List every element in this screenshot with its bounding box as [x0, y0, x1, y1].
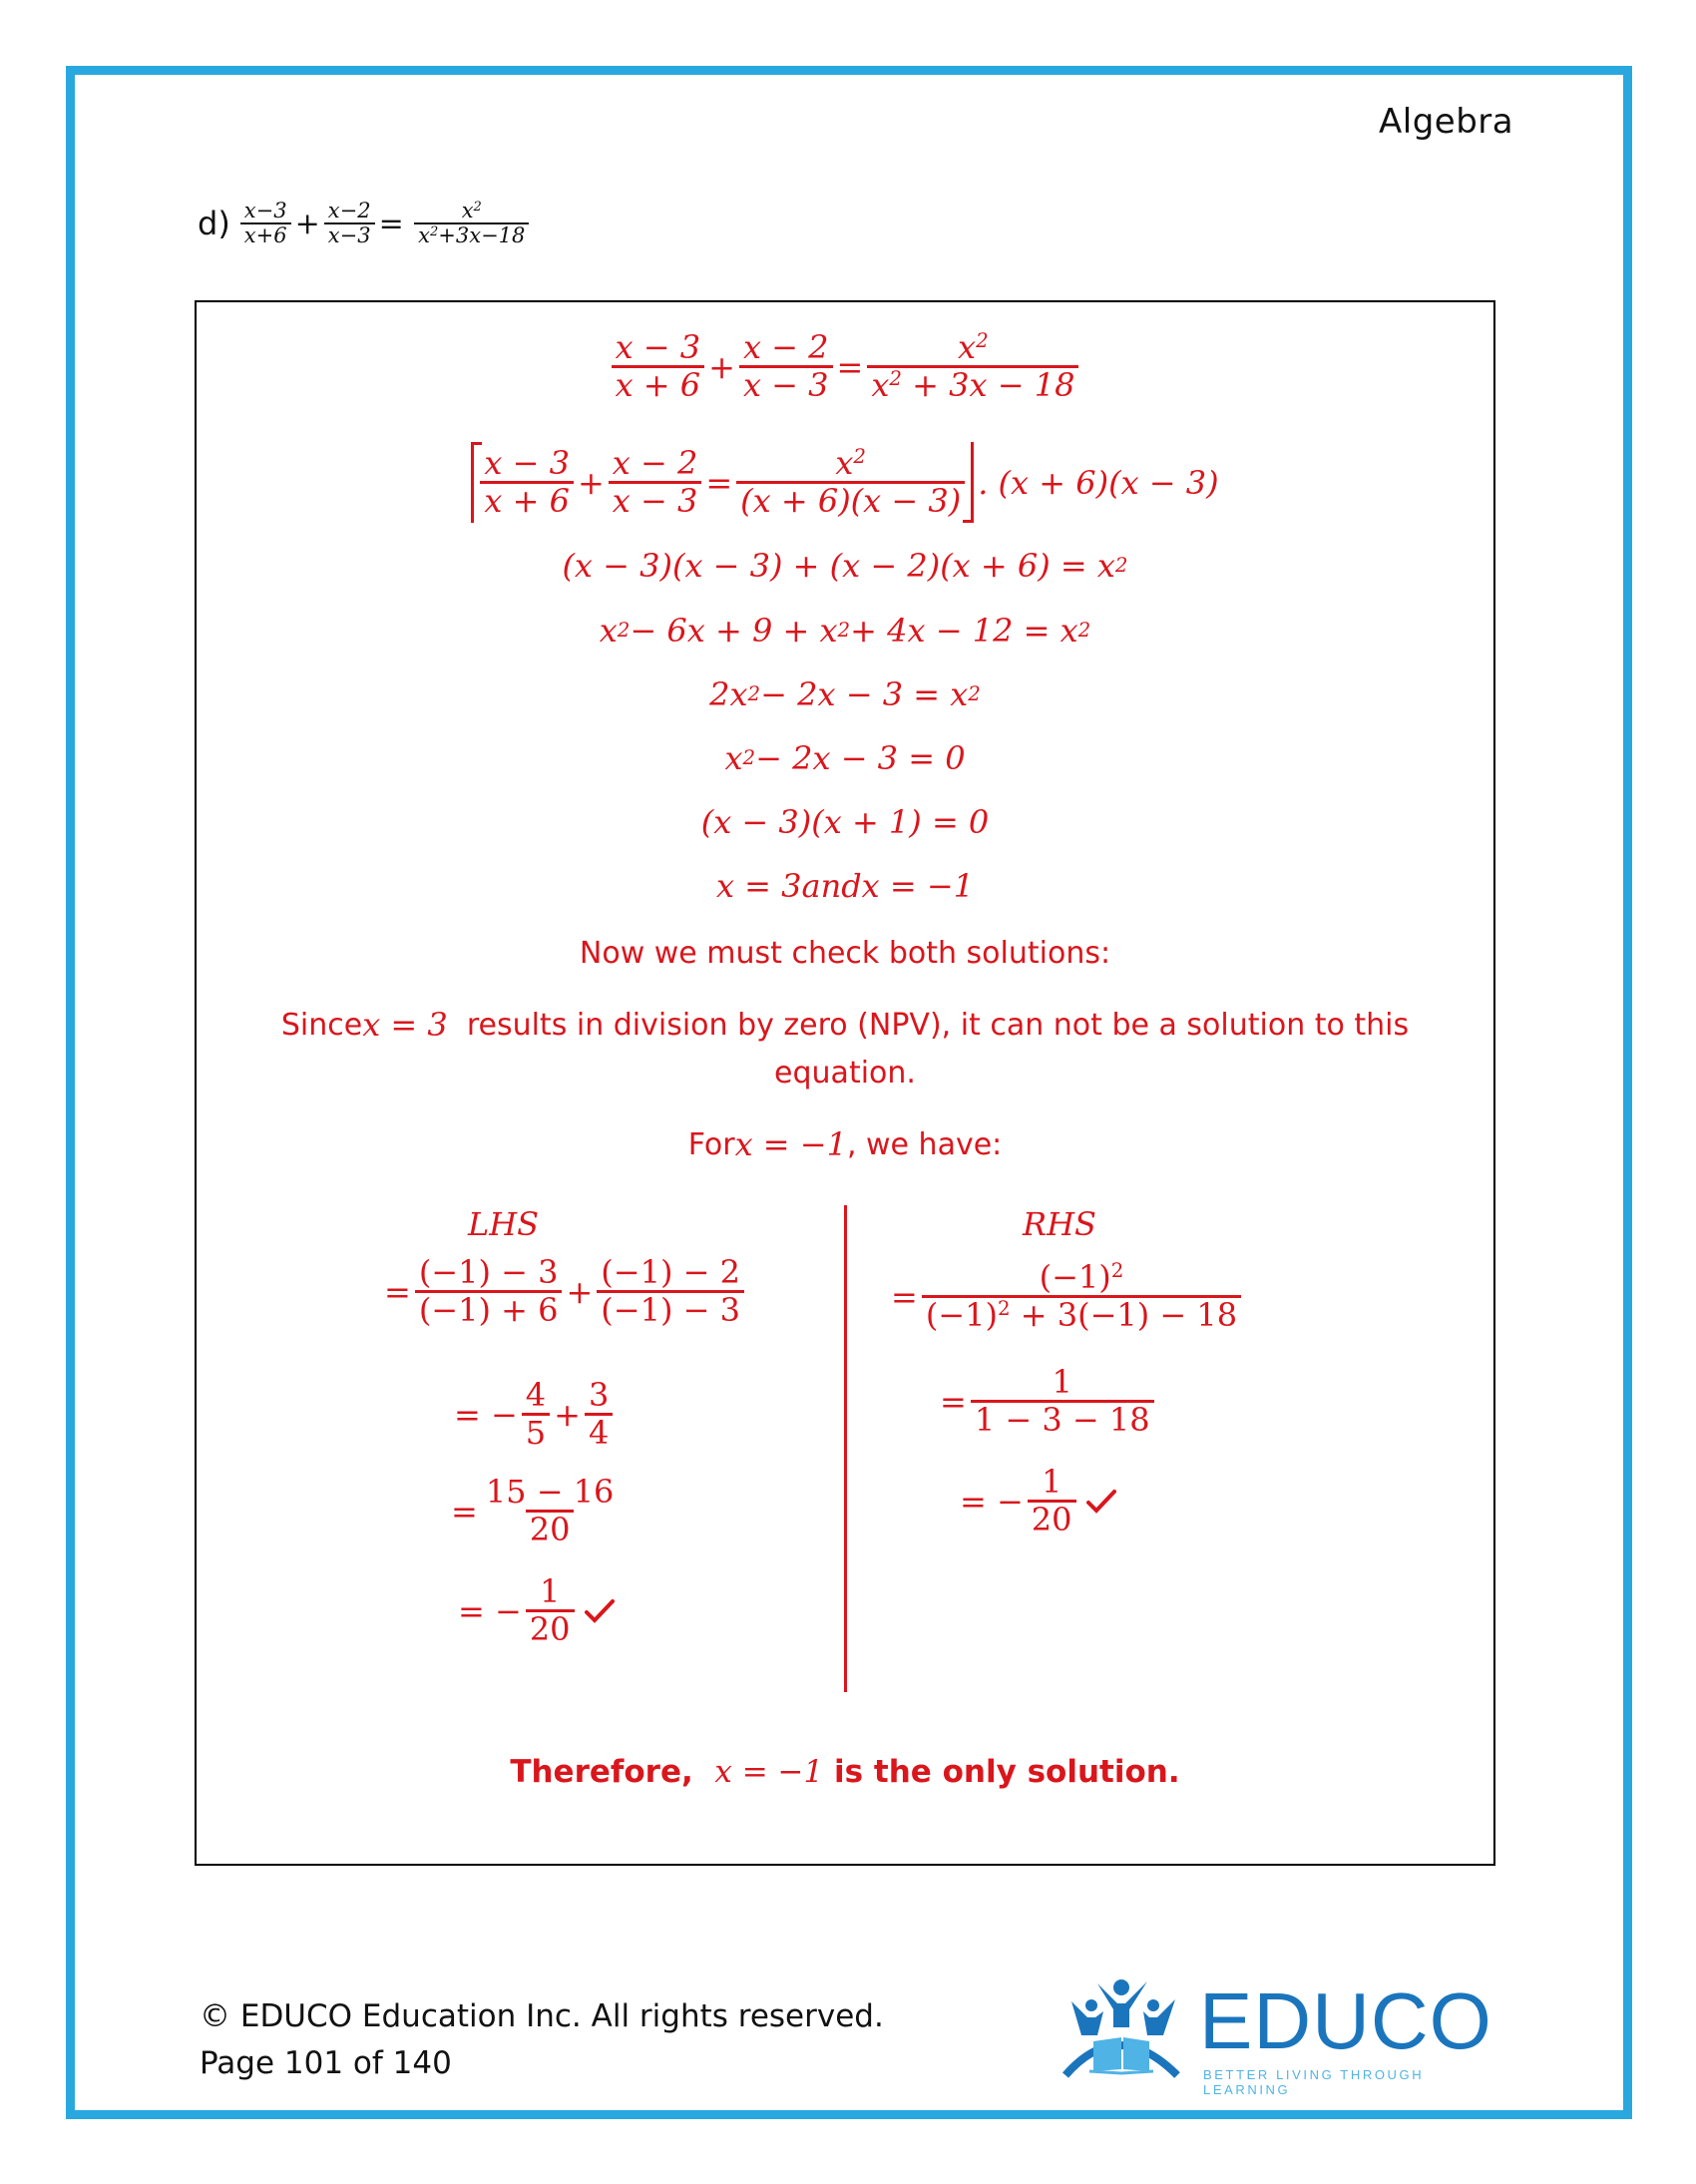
problem-term2 — [324, 200, 375, 247]
lhs-row-2 — [454, 1378, 617, 1451]
heading-text: RHS — [1023, 1205, 1096, 1243]
fraction-denominator: (x + 6)(x − 3) — [736, 481, 965, 519]
logo-tagline: BETTER LIVING THROUGH LEARNING — [1203, 2067, 1425, 2097]
base: x — [461, 199, 474, 222]
text: results in division by zero (NPV), it can not be a solution to this — [447, 1007, 1410, 1043]
npv-statement-line-2 — [197, 1056, 1493, 1091]
term: x — [724, 739, 743, 777]
checkmark-icon — [585, 1598, 615, 1624]
fraction-numerator: x − 3 — [484, 444, 570, 482]
equals-minus: = − — [454, 1395, 518, 1434]
rhs-row-3 — [960, 1465, 1116, 1537]
fraction-denominator — [867, 365, 1078, 403]
check-intro — [197, 936, 1493, 971]
fraction — [522, 1378, 550, 1451]
npv-statement-line-1 — [197, 1006, 1493, 1044]
fraction-numerator: (−1) − 3 — [418, 1253, 559, 1291]
copyright-notice: © EDUCO Education Inc. All rights reserved. — [200, 1998, 884, 2034]
equals-sign: = — [940, 1382, 967, 1421]
fraction-denominator: 20 — [526, 1510, 575, 1547]
lhs-row-1 — [384, 1255, 748, 1328]
equals-sign: = — [705, 463, 733, 502]
plus-sign: + — [294, 206, 320, 241]
fraction-numerator: x − 2 — [612, 444, 698, 482]
base: (−1) — [1039, 1258, 1111, 1296]
solution-step-2 — [197, 442, 1493, 523]
solution-step-7 — [197, 803, 1493, 841]
solution-step-4: x 2 − 6x + 9 + x 2 + 4x − 12 = x 2 — [599, 612, 1091, 650]
heading-text: LHS — [468, 1205, 540, 1243]
fraction — [612, 330, 705, 403]
rhs-heading — [1023, 1205, 1096, 1243]
checkmark-icon — [1086, 1489, 1116, 1515]
term: + 4x − 12 = x — [850, 612, 1078, 650]
solution-step-5: 2x 2 − 2x − 3 = x 2 — [709, 675, 981, 713]
fraction-denominator: 20 — [1028, 1500, 1076, 1537]
plus-sign: + — [554, 1395, 581, 1434]
solution-step-8 — [197, 867, 1493, 905]
fraction-denominator: x − 3 — [739, 365, 833, 403]
solution-step-6: x 2 − 2x − 3 = 0 — [724, 739, 966, 777]
square-bracket-group — [471, 442, 974, 523]
fraction-denominator — [922, 1295, 1241, 1333]
fraction-numerator — [954, 330, 993, 365]
subject-header: Algebra — [1379, 102, 1514, 142]
exponent: 2 — [429, 223, 439, 239]
text: For — [687, 1126, 735, 1162]
multiplier: . (x + 6)(x − 3) — [978, 463, 1219, 502]
fraction — [736, 446, 965, 519]
fraction — [482, 1475, 619, 1547]
fraction-numerator — [412, 200, 532, 222]
lhs-rhs-divider — [844, 1205, 847, 1692]
fraction-denominator: 4 — [585, 1413, 613, 1451]
solution-step-1 — [197, 330, 1493, 403]
lhs-heading — [468, 1205, 539, 1243]
rest: + 3(−1) − 18 — [1010, 1296, 1238, 1335]
equals-sign: = — [384, 1272, 411, 1311]
fraction-denominator: 1 − 3 − 18 — [971, 1400, 1154, 1438]
exponent: 2 — [853, 445, 866, 469]
fraction-numerator — [1036, 1260, 1128, 1295]
equals-sign: = — [451, 1492, 478, 1530]
fraction-numerator: x − 3 — [615, 328, 701, 366]
problem-statement — [198, 200, 536, 247]
base: x — [958, 328, 977, 366]
math-inline: x = −1 — [734, 1125, 847, 1163]
text: Since — [280, 1007, 363, 1043]
exponent: 2 — [1110, 1259, 1124, 1283]
term: − 6x + 9 + x — [630, 612, 838, 650]
fraction-numerator: 3 — [588, 1376, 610, 1414]
fraction-denominator: (−1) − 3 — [597, 1290, 744, 1328]
fraction-numerator: 15 − 16 — [485, 1473, 615, 1511]
fraction — [867, 330, 1078, 403]
solution-step-3: (x − 3)(x − 3) + (x − 2)(x + 6) = x 2 — [562, 547, 1128, 585]
logo-wordmark: EDUCO — [1199, 1976, 1492, 2065]
text: Therefore, — [510, 1754, 715, 1790]
rhs-row-2 — [940, 1365, 1158, 1438]
plus-sign: + — [577, 463, 605, 502]
term: x = −1 — [861, 867, 975, 905]
equals-sign: = — [378, 206, 404, 241]
equals-minus: = − — [458, 1591, 522, 1630]
math-inline: x = −1 — [714, 1754, 824, 1790]
problem-rhs — [412, 200, 532, 247]
term: 2x — [709, 675, 748, 713]
text: is the only solution. — [823, 1754, 1180, 1790]
fraction-numerator — [831, 446, 870, 481]
rest: + 3x − 18 — [901, 366, 1075, 405]
fraction — [480, 446, 574, 519]
check-intro-text: Now we must check both solutions: — [579, 936, 1111, 971]
fraction-denominator: x−3 — [324, 222, 375, 247]
equation-text: (x − 3)(x − 3) + (x − 2)(x + 6) = x — [562, 547, 1115, 585]
fraction-denominator: (−1) + 6 — [415, 1290, 563, 1328]
bracket-tick — [471, 442, 479, 445]
fraction-numerator: 4 — [525, 1376, 547, 1414]
equation-text: (x − 3)(x + 1) = 0 — [700, 803, 990, 841]
exponent: 2 — [473, 199, 482, 215]
fraction — [597, 1255, 744, 1328]
fraction-numerator: 1 — [539, 1572, 561, 1610]
fraction-denominator: 20 — [526, 1609, 575, 1647]
fraction-denominator: x + 6 — [612, 365, 705, 403]
fraction — [415, 1255, 563, 1328]
text: equation. — [774, 1056, 916, 1091]
math-inline: x = 3 — [362, 1006, 448, 1044]
rhs-row-1 — [891, 1260, 1245, 1333]
fraction-numerator: 1 — [1041, 1463, 1062, 1501]
exponent: 2 — [889, 367, 902, 391]
fraction-numerator: x − 2 — [742, 328, 829, 366]
problem-term1 — [240, 200, 291, 247]
fraction-numerator: x−3 — [243, 199, 287, 222]
and-word: and — [801, 867, 862, 905]
fraction — [971, 1365, 1154, 1438]
base: x — [835, 444, 854, 482]
page-number: Page 101 of 140 — [200, 2045, 452, 2081]
fraction — [609, 446, 702, 519]
lhs-row-3 — [451, 1475, 622, 1547]
base: x — [418, 223, 430, 248]
fraction — [739, 330, 833, 403]
fraction-denominator — [414, 222, 529, 247]
term: − 2x − 3 = 0 — [755, 739, 966, 777]
fraction-denominator: 5 — [522, 1413, 550, 1451]
exponent: 2 — [997, 1297, 1011, 1321]
for-value-line — [197, 1125, 1493, 1163]
conclusion — [197, 1754, 1493, 1790]
solution-box — [195, 300, 1495, 1866]
term: x = 3 — [715, 867, 802, 905]
term: − 2x − 3 = x — [760, 675, 969, 713]
educo-logo — [1058, 1975, 1492, 2097]
text: , we have: — [846, 1126, 1003, 1162]
fraction-denominator: x − 3 — [609, 481, 702, 519]
term: x — [599, 612, 618, 650]
fraction-numerator: x−2 — [327, 199, 371, 222]
base: (−1) — [925, 1296, 998, 1335]
plus-sign: + — [566, 1272, 594, 1311]
fraction — [922, 1260, 1241, 1333]
equals-minus: = − — [960, 1482, 1024, 1521]
equals-sign: = — [836, 347, 864, 386]
equals-sign: = — [891, 1277, 918, 1316]
fraction-denominator: x+6 — [240, 222, 291, 247]
fraction-numerator: 1 — [1052, 1363, 1072, 1401]
fraction — [526, 1574, 575, 1647]
fraction — [1028, 1465, 1076, 1537]
base: x — [871, 366, 890, 405]
problem-label: d) — [198, 205, 230, 243]
fraction-denominator: x + 6 — [480, 481, 574, 519]
lhs-row-4 — [458, 1574, 615, 1647]
rest: +3x−18 — [438, 223, 526, 248]
fraction-numerator: (−1) − 2 — [601, 1253, 740, 1291]
plus-sign: + — [708, 347, 735, 386]
fraction — [585, 1378, 613, 1451]
exponent: 2 — [976, 329, 989, 353]
